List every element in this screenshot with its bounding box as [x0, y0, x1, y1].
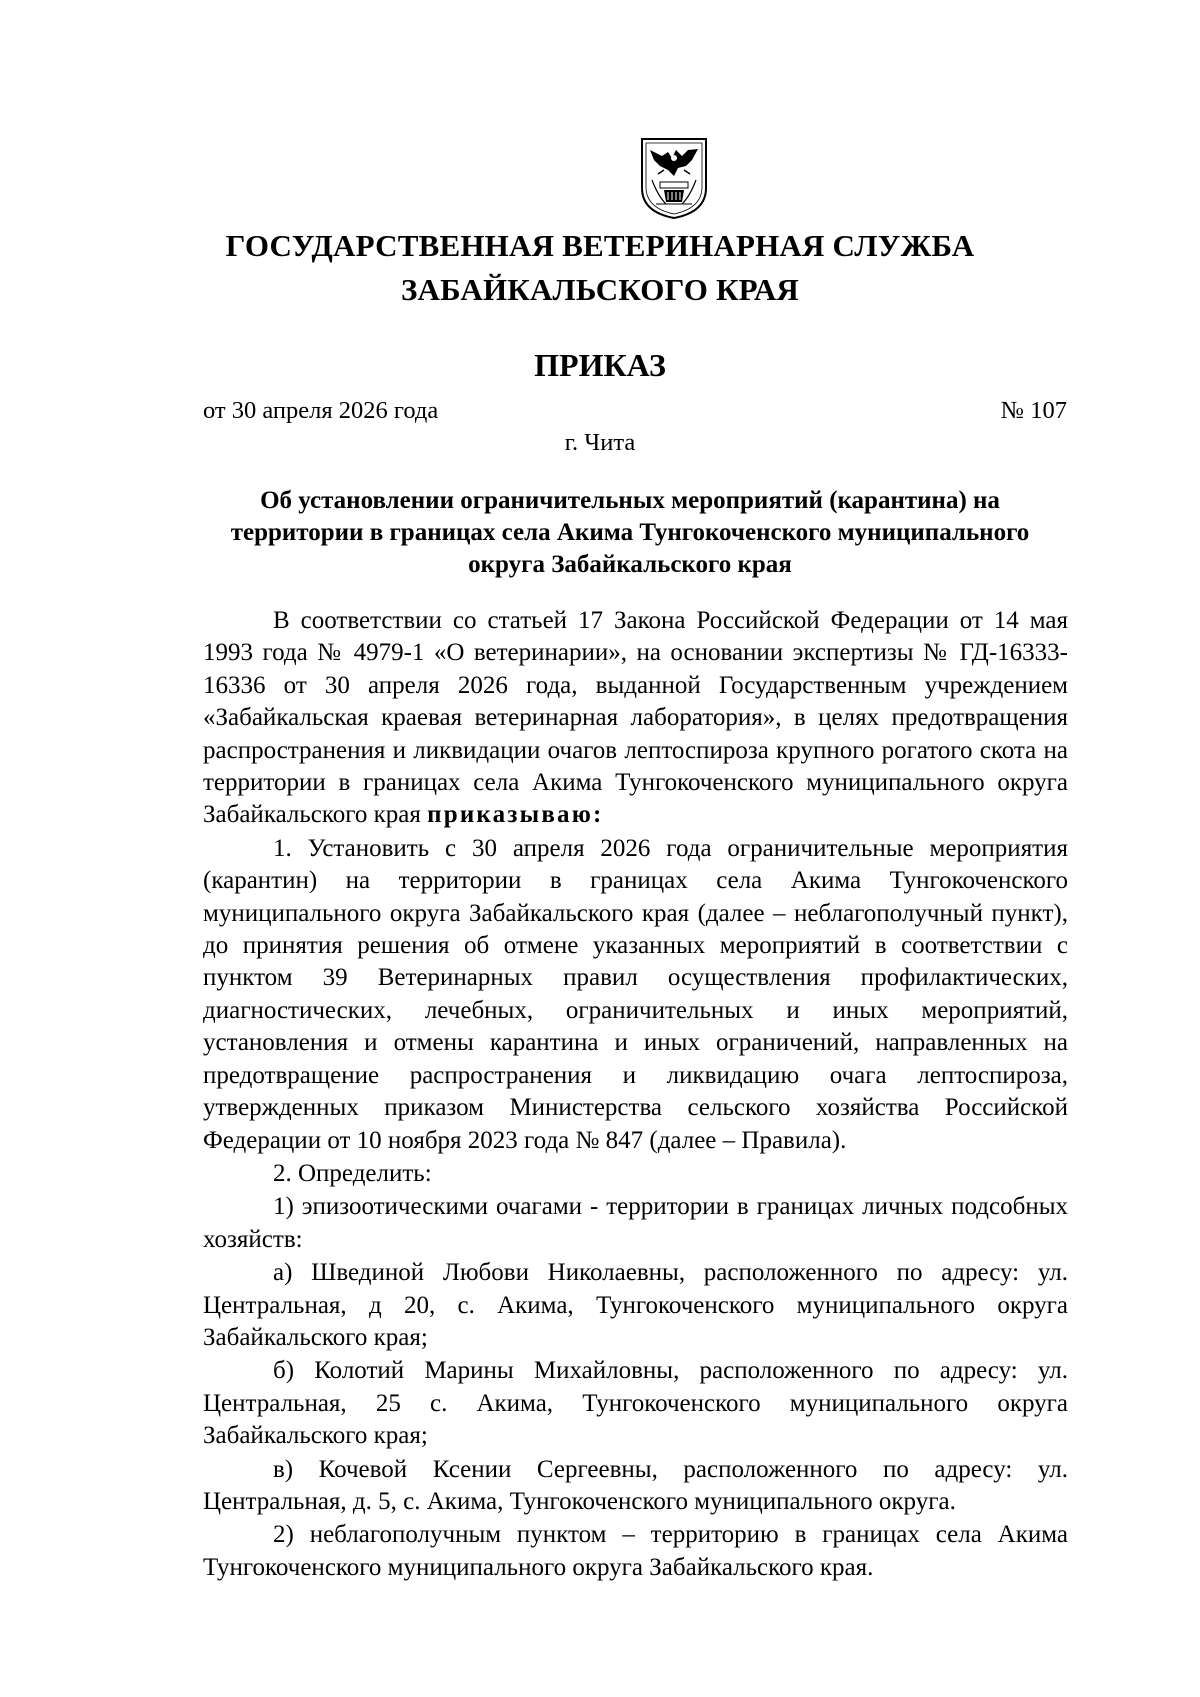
item-2-1-a-paragraph: а) Швединой Любови Николаевны, расположенного по адресу: ул. Центральная, д 20, с. Акима, Тунгокоченского муниципального округа Забайкальского края; — [203, 1259, 1068, 1351]
document-number: № 107 — [1000, 397, 1067, 424]
preamble-text: В соответствии со статьей 17 Закона Российской Федерации от 14 мая 1993 года № 4979-1 «О ветеринарии», на основании экспертизы № ГД-16333-16336 от 30 апреля 2026 года, выданной Государственным учреждением «Забайкальская краевая ветеринарная лаборатория», в целях предотвращения распространения и ликвидации очагов лептоспироза крупного рогатого скота на территории в границах села Акима Тунгокоченского муниципального округа Забайкальского края — [203, 607, 1068, 829]
item-1-paragraph: 1. Установить с 30 апреля 2026 года ограничительные мероприятия (карантин) на территории в границах села Акима Тунгокоченского муниципального округа Забайкальского края (далее – неблагополучный пункт), до принятия решения об отмене указанных мероприятий в соответствии с пунктом 39 Ветеринарных правил осуществления профилактических, диагностических, лечебных, ограничительных и иных мероприятий, установления и отмены карантина и иных ограничений, направленных на предотвращение распространения и ликвидацию очага лептоспироза, утвержденных приказом Министерства сельского хозяйства Российской Федерации от 10 ноября 2023 года № 847 (далее – Правила). — [203, 834, 1068, 1154]
document-date: от 30 апреля 2026 года — [203, 397, 439, 424]
document-body — [203, 605, 1068, 1584]
document-subject — [190, 485, 1070, 581]
item-2-1-paragraph: 1) эпизоотическими очагами - территории в границах личных подсобных хозяйств: — [203, 1193, 1068, 1253]
item-2-1-c-paragraph: в) Кочевой Ксении Сергеевны, расположенного по адресу: ул. Центральная, д. 5, с. Акима, Тунгокоченского муниципального округа. — [203, 1455, 1068, 1515]
item-2-1-b-paragraph: б) Колотий Марины Михайловны, расположенного по адресу: ул. Центральная, 25 с. Акима, Тунгокоченского муниципального округа Забайкальского края; — [203, 1357, 1068, 1450]
coat-of-arms-icon — [638, 136, 710, 220]
subject-line: округа Забайкальского края — [468, 551, 792, 578]
organization-name-line1: ГОСУДАРСТВЕННАЯ ВЕТЕРИНАРНАЯ СЛУЖБА — [225, 228, 975, 263]
preamble-paragraph — [203, 605, 1068, 832]
order-word: приказываю: — [427, 801, 604, 829]
item-2-2-paragraph: 2) неблагополучным пунктом – территорию в границах села Акима Тунгокоченского муниципального округа Забайкальского края. — [203, 1521, 1068, 1581]
subject-line: Об установлении ограничительных мероприятий (карантина) на — [260, 487, 1000, 514]
document-city: г. Чита — [564, 429, 636, 456]
subject-line: территории в границах села Акима Тунгокоченского муниципального — [230, 519, 1030, 546]
document-type: ПРИКАЗ — [534, 347, 666, 383]
organization-name-line2: ЗАБАЙКАЛЬСКОГО КРАЯ — [400, 272, 800, 307]
item-2-paragraph: 2. Определить: — [273, 1159, 432, 1187]
